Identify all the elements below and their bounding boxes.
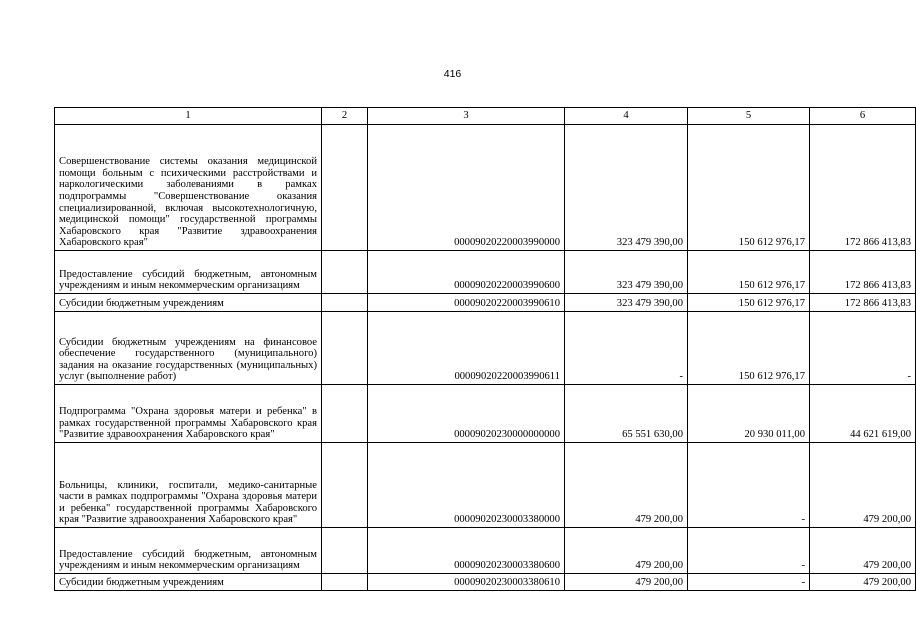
table-row <box>55 294 916 312</box>
row-value-4: 479 200,00 <box>565 443 688 528</box>
row-col2 <box>322 443 368 528</box>
row-value-6: 479 200,00 <box>810 574 916 591</box>
table-row <box>55 528 916 574</box>
budget-table <box>54 107 916 591</box>
row-value-4: 323 479 390,00 <box>565 251 688 294</box>
row-name: Предоставление субсидий бюджетным, автономным учреждениям и иным некоммерческим организациям <box>55 251 322 294</box>
row-code: 00009020230000000000 <box>368 385 565 443</box>
row-value-6: 479 200,00 <box>810 528 916 574</box>
row-code: 00009020230003380610 <box>368 574 565 591</box>
row-col2 <box>322 528 368 574</box>
row-col2 <box>322 251 368 294</box>
column-header: 4 <box>565 108 688 125</box>
row-value-6: 172 866 413,83 <box>810 251 916 294</box>
table-row <box>55 574 916 591</box>
page-number: 416 <box>443 68 462 80</box>
row-value-4: 65 551 630,00 <box>565 385 688 443</box>
row-value-6: 44 621 619,00 <box>810 385 916 443</box>
row-code: 00009020220003990600 <box>368 251 565 294</box>
row-code: 00009020220003990610 <box>368 294 565 312</box>
row-col2 <box>322 385 368 443</box>
table-header-row <box>55 108 916 125</box>
row-value-5: 150 612 976,17 <box>688 312 810 385</box>
row-code: 00009020220003990611 <box>368 312 565 385</box>
row-name: Совершенствование системы оказания медицинской помощи больным с психическими расстройствами и наркологическими заболеваниями в рамках подпрограммы "Совершенствование оказания специализированной, включая высокотехнологичную, медицинской помощи" государственной программы Хабаровского края "Развитие здравоохранения Хабаровского края" <box>55 125 322 251</box>
table-row <box>55 312 916 385</box>
table-row <box>55 125 916 251</box>
row-name: Субсидии бюджетным учреждениям на финансовое обеспечение государственного (муниципального) задания на оказание государственных (муниципальных) услуг (выполнение работ) <box>55 312 322 385</box>
row-value-6: 172 866 413,83 <box>810 294 916 312</box>
column-header: 6 <box>810 108 916 125</box>
row-value-4: - <box>565 312 688 385</box>
row-value-4: 479 200,00 <box>565 574 688 591</box>
column-header: 1 <box>55 108 322 125</box>
row-col2 <box>322 294 368 312</box>
row-value-6: 479 200,00 <box>810 443 916 528</box>
row-code: 00009020220003990000 <box>368 125 565 251</box>
row-value-6: 172 866 413,83 <box>810 125 916 251</box>
row-value-5: 20 930 011,00 <box>688 385 810 443</box>
row-name: Субсидии бюджетным учреждениям <box>55 574 322 591</box>
column-header: 2 <box>322 108 368 125</box>
row-code: 00009020230003380600 <box>368 528 565 574</box>
row-value-4: 323 479 390,00 <box>565 294 688 312</box>
column-header: 3 <box>368 108 565 125</box>
row-col2 <box>322 125 368 251</box>
table-row <box>55 443 916 528</box>
row-value-5: - <box>688 574 810 591</box>
table-row <box>55 251 916 294</box>
row-value-4: 479 200,00 <box>565 528 688 574</box>
row-value-5: - <box>688 443 810 528</box>
table-row <box>55 385 916 443</box>
row-value-5: 150 612 976,17 <box>688 294 810 312</box>
row-name: Подпрограмма "Охрана здоровья матери и ребенка" в рамках государственной программы Хабаровского края "Развитие здравоохранения Хабаровского края" <box>55 385 322 443</box>
row-col2 <box>322 574 368 591</box>
column-header: 5 <box>688 108 810 125</box>
row-value-5: - <box>688 528 810 574</box>
row-value-6: - <box>810 312 916 385</box>
row-value-5: 150 612 976,17 <box>688 125 810 251</box>
row-name: Предоставление субсидий бюджетным, автономным учреждениям и иным некоммерческим организациям <box>55 528 322 574</box>
row-name: Субсидии бюджетным учреждениям <box>55 294 322 312</box>
row-col2 <box>322 312 368 385</box>
row-code: 00009020230003380000 <box>368 443 565 528</box>
row-value-5: 150 612 976,17 <box>688 251 810 294</box>
row-name: Больницы, клиники, госпитали, медико-санитарные части в рамках подпрограммы "Охрана здоровья матери и ребенка" государственной программы Хабаровского края "Развитие здравоохранения Хабаровского края" <box>55 443 322 528</box>
row-value-4: 323 479 390,00 <box>565 125 688 251</box>
